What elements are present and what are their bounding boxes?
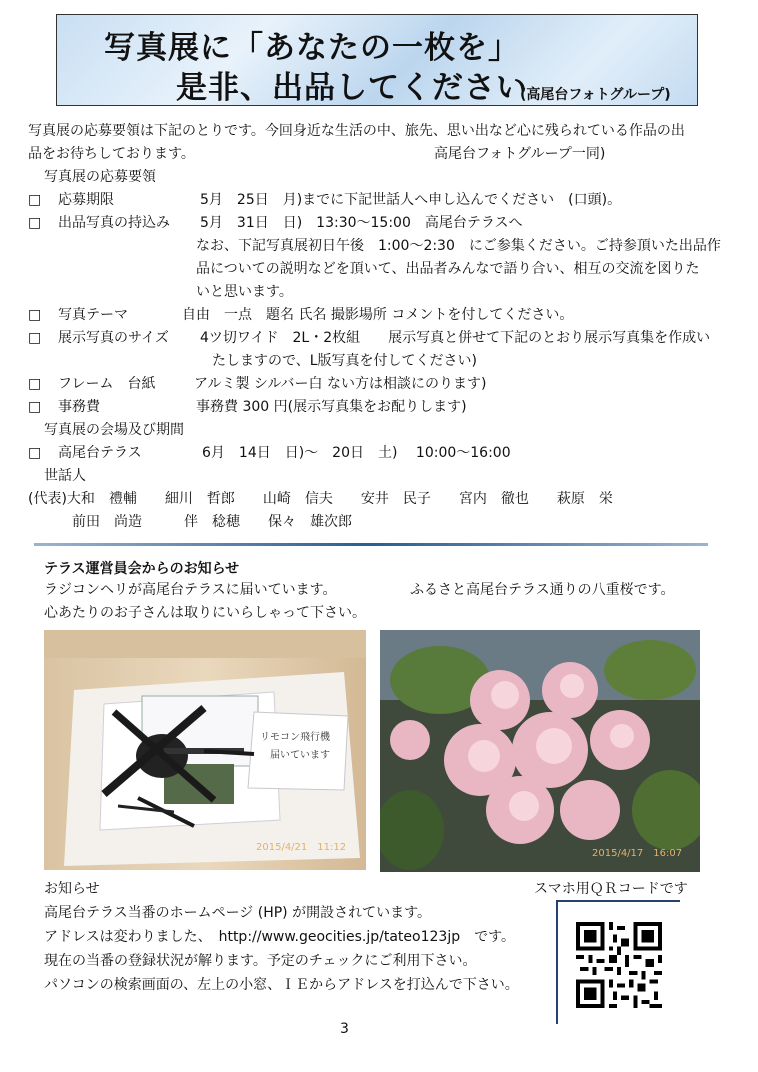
size-text-2: たしますので、L版写真を付してください) — [212, 353, 477, 369]
notice-right-line-1: ふるさと高尾台テラス通りの八重桜です。 — [410, 582, 675, 598]
section-divider — [34, 543, 708, 546]
page-number: 3 — [340, 1021, 349, 1037]
qr-frame-top — [556, 900, 680, 902]
venue-heading: 写真展の会場及び期間 — [44, 422, 184, 438]
intro-signature: 高尾台フォトグループ一同) — [434, 146, 606, 162]
info-line-3: 現在の当番の登録状況が解ります。予定のチェックにご利用下さい。 — [44, 953, 477, 969]
title-group-name: (高尾台フォトグループ) — [520, 87, 671, 103]
intro-line-1: 写真展の応募要領は下記のとりです。今回身近な生活の中、旅先、思い出など心に残られている作品の出 — [28, 123, 685, 139]
notice-heading: テラス運営員会からのお知らせ — [44, 561, 240, 577]
deadline-label: 応募期限 — [58, 192, 114, 208]
info-heading: お知らせ — [44, 881, 100, 897]
venue-text: 6月 14日 日)～ 20日 土) 10:00～16:00 — [202, 445, 511, 461]
qr-code-icon[interactable] — [576, 922, 662, 1008]
note-line-2: 品についての説明などを頂いて、出品者みんなで語り合い、相互の交流を図りた — [196, 261, 700, 277]
info-line-4: パソコンの検索画面の、左上の小窓、ＩＥからアドレスを打込んで下さい。 — [44, 977, 519, 993]
venue-label: 高尾台テラス — [58, 445, 142, 461]
checkbox-icon: □ — [28, 376, 42, 392]
theme-text: 自由 一点 題名 氏名 撮影場所 コメントを付してください。 — [182, 307, 574, 323]
checkbox-icon: □ — [28, 445, 42, 461]
helicopter-photo — [44, 630, 366, 870]
frame-text: アルミ製 シルバー白 ない方は相談にのります) — [194, 376, 487, 392]
qr-label: スマホ用ＱＲコードです — [534, 881, 688, 897]
checkbox-icon: □ — [28, 215, 42, 231]
title-line-1: 写真展に「あなたの一枚を」 — [104, 30, 520, 66]
title-line-2: 是非、出品してください — [176, 70, 528, 106]
size-label: 展示写真のサイズ — [58, 330, 169, 346]
bring-in-label: 出品写真の持込み — [58, 215, 170, 231]
deadline-text: 5月 25日 月)までに下記世話人へ申し込んでください (口頭)。 — [200, 192, 622, 208]
notice-left-line-2: 心あたりのお子さんは取りにいらしゃって下さい。 — [44, 605, 366, 621]
fee-text: 事務費 300 円(展示写真集をお配りします) — [196, 399, 467, 415]
info-line-2: アドレスは変わりました、 http://www.geocities.jp/tateo123jp です。 — [44, 929, 515, 945]
notice-left-line-1: ラジコンヘリが高尾台テラスに届いています。 — [44, 582, 337, 598]
cherry-blossom-photo — [380, 630, 700, 872]
photo1-card-text-1: リモコン飛行機 — [260, 732, 330, 743]
photo1-card-text-2: 届いています — [270, 750, 330, 761]
checkbox-icon: □ — [28, 399, 42, 415]
info-line-1: 高尾台テラス当番のホームページ (HP) が開設されています。 — [44, 905, 431, 921]
checkbox-icon: □ — [28, 330, 42, 346]
qr-frame-left — [556, 902, 558, 1024]
checkbox-icon: □ — [28, 192, 42, 208]
requirements-heading: 写真展の応募要領 — [44, 169, 156, 185]
note-line-1: なお、下記写真展初日午後 1:00～2:30 にご参集ください。ご持参頂いた出品作 — [196, 238, 721, 254]
bring-in-text: 5月 31日 日) 13:30～15:00 高尾台テラスへ — [200, 215, 523, 231]
size-text: 4ツ切ワイド 2L・2枚組 展示写真と併せて下記のとおり展示写真集を作成い — [200, 330, 711, 346]
photo1-timestamp: 2015/4/21 11:12 — [256, 842, 347, 853]
frame-label: フレーム 台紙 — [58, 376, 156, 392]
photo2-timestamp: 2015/4/17 16:07 — [592, 848, 683, 859]
organizers-row-1: (代表)大和 禮輔 細川 哲郎 山崎 信夫 安井 民子 宮内 徹也 萩原 栄 — [28, 491, 613, 507]
checkbox-icon: □ — [28, 307, 42, 323]
organizers-row-2: 前田 尚造 伴 稔穂 保々 雄次郎 — [72, 514, 352, 530]
fee-label: 事務費 — [58, 399, 100, 415]
intro-line-2: 品をお待ちしております。 — [28, 146, 195, 162]
theme-label: 写真テーマ — [58, 307, 128, 323]
note-line-3: いと思います。 — [196, 284, 293, 300]
organizers-heading: 世話人 — [44, 468, 86, 484]
